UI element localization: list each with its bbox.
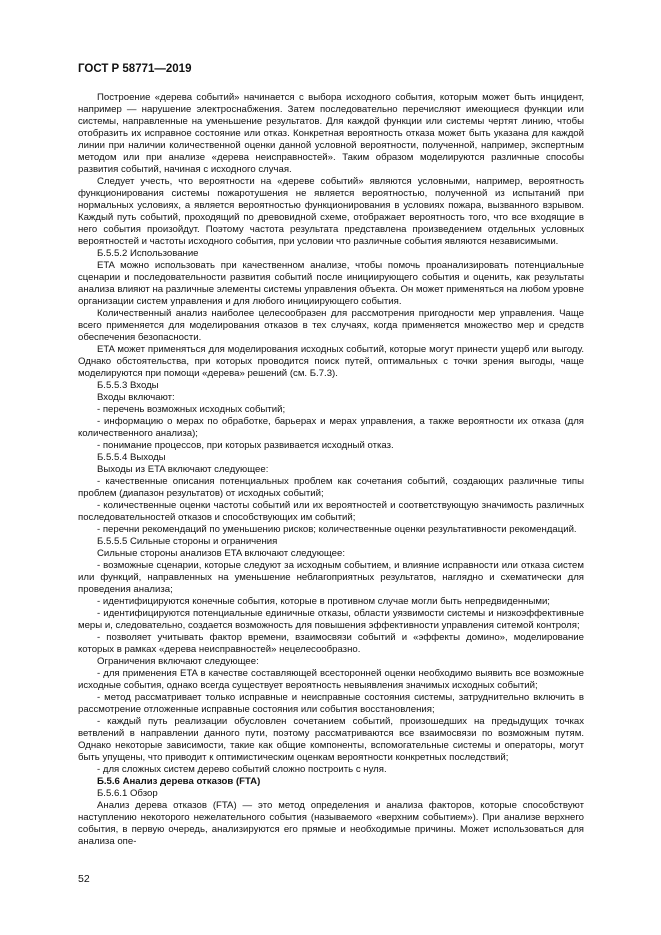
subsection-heading: Б.5.5.2 Использование — [97, 248, 199, 259]
paragraph: - метод рассматривает только исправные и неисправные состояния системы, затруднительно включить в рассмотрение отложенные исправные состояния или события восстановления; — [78, 692, 584, 715]
paragraph: - каждый путь реализации обусловлен сочетанием событий, произошедших на предыдущих точках ветвлений в направлении данного пути, поэтому рассматриваются все взаимосвязи по возможным путям. Однако некоторые зависимости, такие как общие компоненты, вспомогательные системы и операторы, могут быть упущены, что приводит к оптимистическим оценкам вероятности конкретных последствий; — [78, 716, 584, 763]
page-number: 52 — [78, 873, 90, 885]
paragraph: - понимание процессов, при которых развивается исходный отказ. — [97, 440, 394, 451]
section-heading: Б.5.6 Анализ дерева отказов (FTA) — [97, 776, 261, 787]
paragraph: - количественные оценки частоты событий или их вероятностей и соответствующую значимость различных последовательностей отказов и способствующих им событий; — [78, 500, 584, 523]
paragraph: - информацию о мерах по обработке, барьерах и мерах управления, а также вероятности их отказа (для количественного анализа); — [78, 416, 584, 439]
paragraph: - качественные описания потенциальных проблем как сочетания событий, создающих различные типы проблем (диапазон результатов) от исходных событий; — [78, 476, 584, 499]
paragraph: ETA может применяться для моделирования исходных событий, которые могут принести ущерб или выгоду. Однако обстоятельства, при которых проводится поиск путей, оптимальных с точки зрения выгоды, чаще моделируются при помощи «дерева» решений (см. Б.7.3). — [78, 344, 584, 379]
paragraph: Количественный анализ наиболее целесообразен для рассмотрения пригодности мер управления. Чаще всего применяется для моделирования отказов в тех случаях, когда применяется множество мер и средств обеспечения безопасности. — [78, 308, 584, 343]
paragraph: - перечень возможных исходных событий; — [97, 404, 286, 415]
subsection-heading: Выходы из ETA включают следующее: — [97, 464, 269, 475]
paragraph: - для сложных систем дерево событий сложно построить с нуля. — [97, 764, 387, 775]
paragraph: Следует учесть, что вероятности на «дереве событий» являются условными, например, вероятность функционирования системы пожаротушения не является вероятностью, полученной из испытаний при нормальных условиях, а является вероятностью функционирования в условиях пожара, вызванного взрывом. Каждый путь событий, проходящий по древовидной схеме, отображает вероятность того, что все входящие в него события произойдут. Поэтому частота результата представлена произведением отдельных условных вероятностей и частоты исходного события, при условии что различные события являются независимыми. — [78, 176, 584, 247]
paragraph: - идентифицируются потенциальные единичные отказы, области уязвимости системы и низкоэффективные меры и, следовательно, создается возможность для повышения эффективности управления ситемой контроля; — [78, 608, 584, 631]
subsection-heading: Б.5.5.5 Сильные стороны и ограничения — [97, 536, 278, 547]
paragraph: ETA можно использовать при качественном анализе, чтобы помочь проанализировать потенциальные сценарии и последовательности развития событий после инициирующего события и оценить, как результаты анализа влияют на различные элементы системы управления объекта. Он может применяться на любом уровне организации систем управления и для любого инициирующего события. — [78, 260, 584, 307]
paragraph: - возможные сценарии, которые следуют за исходным событием, и влияние исправности или отказа систем или функций, направленных на уменьшение неблагоприятных результатов, наглядно и схематически для проведения анализа; — [78, 560, 584, 595]
subsection-heading: Б.5.5.3 Входы — [97, 380, 159, 391]
subsection-heading: Сильные стороны анализов ETA включают следующее: — [97, 548, 346, 559]
paragraph: - перечни рекомендаций по уменьшению рисков; количественные оценки результативности рекомендаций. — [97, 524, 577, 535]
document-body — [78, 92, 584, 848]
paragraph: Построение «дерева событий» начинается с выбора исходного события, которым может быть инцидент, например — нарушение электроснабжения. Затем последовательно перечисляют имеющиеся функции или системы, направленные на уменьшение результатов. Для каждой функции или системы чертят линию, чтобы отобразить их исправное состояние или отказ. Конкретная вероятность отказа может быть указана для каждой линии при наличии количественной оценки данной условной вероятности, полученной, например, экспертным методом или при анализе «дерева неисправностей». Таким образом моделируются различные способы развития событий, начиная с исходного случая. — [78, 92, 584, 175]
document-header: ГОСТ Р 58771—2019 — [78, 63, 192, 75]
paragraph: Анализ дерева отказов (FTA) — это метод определения и анализа факторов, которые способствуют наступлению некоторого нежелательного события (называемого «верхним событием»). При анализе верхнего события, в первую очередь, анализируются его прямые и необходимые причины. Может использоваться для анализа опе- — [78, 800, 584, 847]
paragraph: - для применения ETA в качестве составляющей всесторонней оценки необходимо выявить все возможные исходные события, однако всегда существует вероятность невыявления значимых исходных событий; — [78, 668, 584, 691]
subsection-heading: Входы включают: — [97, 392, 175, 403]
paragraph: - идентифицируются конечные события, которые в противном случае могли быть непредвиденными; — [97, 596, 550, 607]
paragraph: - позволяет учитывать фактор времени, взаимосвязи событий и «эффекты домино», моделирование которых в рамках «дерева неисправностей» нецелесообразно. — [78, 632, 584, 655]
subsection-heading: Б.5.5.4 Выходы — [97, 452, 166, 463]
subsection-heading: Б.5.6.1 Обзор — [97, 788, 158, 799]
subsection-heading: Ограничения включают следующее: — [97, 656, 259, 667]
